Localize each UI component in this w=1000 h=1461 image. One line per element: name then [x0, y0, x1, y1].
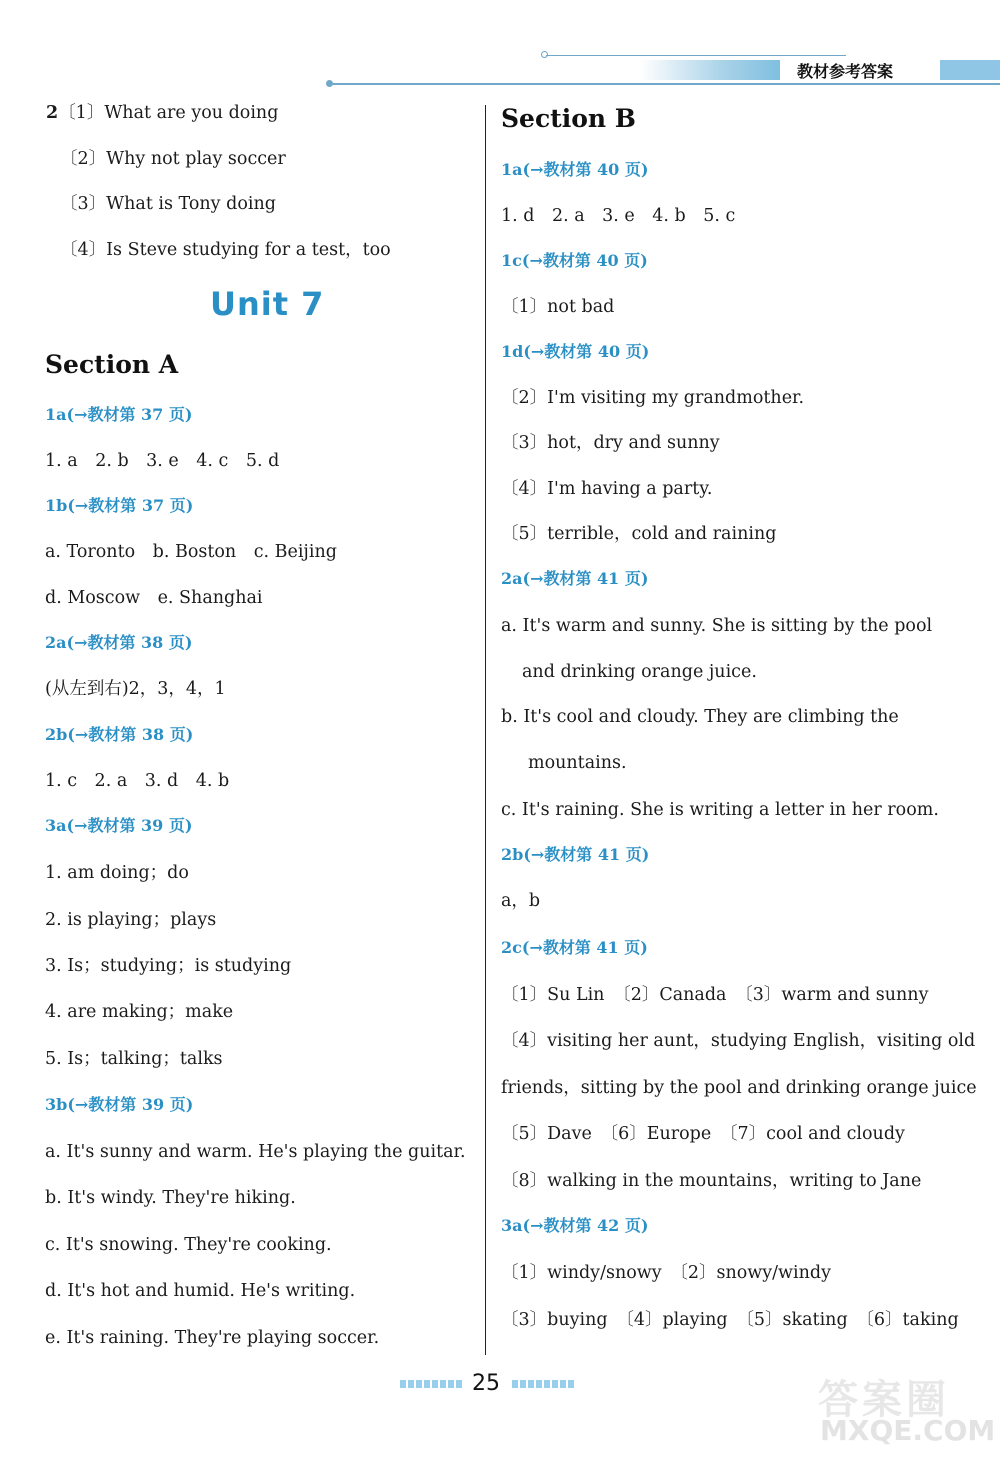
answer-line: b. It's cool and cloudy. They are climbing the — [501, 707, 899, 727]
unit-title: Unit 7 — [210, 285, 325, 323]
answer-line: mountains. — [528, 753, 627, 773]
exercise-heading: 1a(→教材第 40 页) — [501, 160, 649, 179]
header-line — [328, 83, 1000, 85]
exercise-heading: 2b(→教材第 41 页) — [501, 845, 650, 864]
answer-line: 〔1〕not bad — [501, 297, 615, 317]
page-number: 25 — [472, 1371, 500, 1396]
answer-line — [46, 101, 278, 125]
header-band-tail — [940, 60, 1000, 80]
answer-line: friends，sitting by the pool and drinking orange juice — [501, 1078, 977, 1098]
answer-line: 1. am doing；do — [45, 863, 189, 883]
answer-line: 〔3〕buying 〔4〕playing 〔5〕skating 〔6〕taking — [501, 1310, 959, 1330]
answer-line: 〔4〕I'm having a party. — [501, 479, 713, 499]
answer-line: 3. Is；studying；is studying — [45, 956, 292, 976]
section-title: Section A — [45, 350, 179, 379]
answer-line: 4. are making；make — [45, 1002, 234, 1022]
exercise-heading: 1a(→教材第 37 页) — [45, 405, 193, 424]
answer-line: 〔4〕visiting her aunt，studying English，visiting old — [501, 1031, 976, 1051]
exercise-heading: 2a(→教材第 41 页) — [501, 569, 649, 588]
footer-decoration-right — [512, 1380, 574, 1388]
answer-line: c. It's snowing. They're cooking. — [45, 1235, 332, 1255]
header-top-line — [546, 55, 846, 56]
footer-decoration-left — [400, 1380, 462, 1388]
header-band — [640, 60, 780, 80]
answer-line: 1. a 2. b 3. e 4. c 5. d — [45, 451, 280, 471]
answer-line: 〔8〕walking in the mountains，writing to Jane — [501, 1171, 922, 1191]
watermark-logo — [818, 1368, 996, 1448]
header-title: 教材参考答案 — [797, 62, 894, 81]
answer-line: a. It's sunny and warm. He's playing the guitar. — [45, 1142, 466, 1162]
exercise-heading: 2b(→教材第 38 页) — [45, 725, 194, 744]
answer-line: 2. is playing；plays — [45, 910, 217, 930]
exercise-heading: 3a(→教材第 39 页) — [45, 816, 193, 835]
answer-line: c. It's raining. She is writing a letter in her room. — [501, 800, 939, 820]
answer-line: and drinking orange juice. — [522, 662, 757, 682]
answer-line: b. It's windy. They're hiking. — [45, 1188, 296, 1208]
answer-text: 〔1〕What are you doing — [58, 103, 279, 123]
column-divider — [485, 105, 486, 1355]
answer-line: 〔5〕Dave 〔6〕Europe 〔7〕cool and cloudy — [501, 1124, 905, 1144]
exercise-heading: 2a(→教材第 38 页) — [45, 633, 193, 652]
answer-line: 〔3〕What is Tony doing — [60, 194, 276, 214]
answer-line: 1. d 2. a 3. e 4. b 5. c — [501, 206, 736, 226]
answer-line: 1. c 2. a 3. d 4. b — [45, 771, 230, 791]
exercise-heading: 3b(→教材第 39 页) — [45, 1095, 194, 1114]
answer-line: e. It's raining. They're playing soccer. — [45, 1328, 380, 1348]
answer-line: d. It's hot and humid. He's writing. — [45, 1281, 356, 1301]
answer-line: 〔1〕windy/snowy 〔2〕snowy/windy — [501, 1263, 831, 1283]
answer-line: 〔3〕hot，dry and sunny — [501, 433, 720, 453]
answer-line: 〔4〕Is Steve studying for a test，too — [60, 240, 391, 260]
answer-line: a，b — [501, 891, 541, 911]
exercise-heading: 3a(→教材第 42 页) — [501, 1216, 649, 1235]
answer-line: (从左到右)2，3，4，1 — [45, 679, 226, 699]
exercise-heading: 1d(→教材第 40 页) — [501, 342, 650, 361]
question-number: 2 — [46, 103, 59, 123]
answer-line: a. Toronto b. Boston c. Beijing — [45, 542, 337, 562]
exercise-heading: 1c(→教材第 40 页) — [501, 251, 648, 270]
exercise-heading: 2c(→教材第 41 页) — [501, 938, 648, 957]
answer-line: 〔2〕Why not play soccer — [60, 149, 286, 169]
answer-line: d. Moscow e. Shanghai — [45, 588, 263, 608]
answer-line: a. It's warm and sunny. She is sitting by the pool — [501, 616, 933, 636]
answer-line: 5. Is；talking；talks — [45, 1049, 223, 1069]
answer-line: 〔2〕I'm visiting my grandmother. — [501, 388, 805, 408]
watermark-url: MXQE.COM — [820, 1414, 996, 1447]
answer-line: 〔5〕terrible，cold and raining — [501, 524, 777, 544]
section-title: Section B — [501, 104, 636, 133]
exercise-heading: 1b(→教材第 37 页) — [45, 496, 194, 515]
watermark-text: 答案圈 — [818, 1377, 950, 1423]
answer-line: 〔1〕Su Lin 〔2〕Canada 〔3〕warm and sunny — [501, 985, 929, 1005]
